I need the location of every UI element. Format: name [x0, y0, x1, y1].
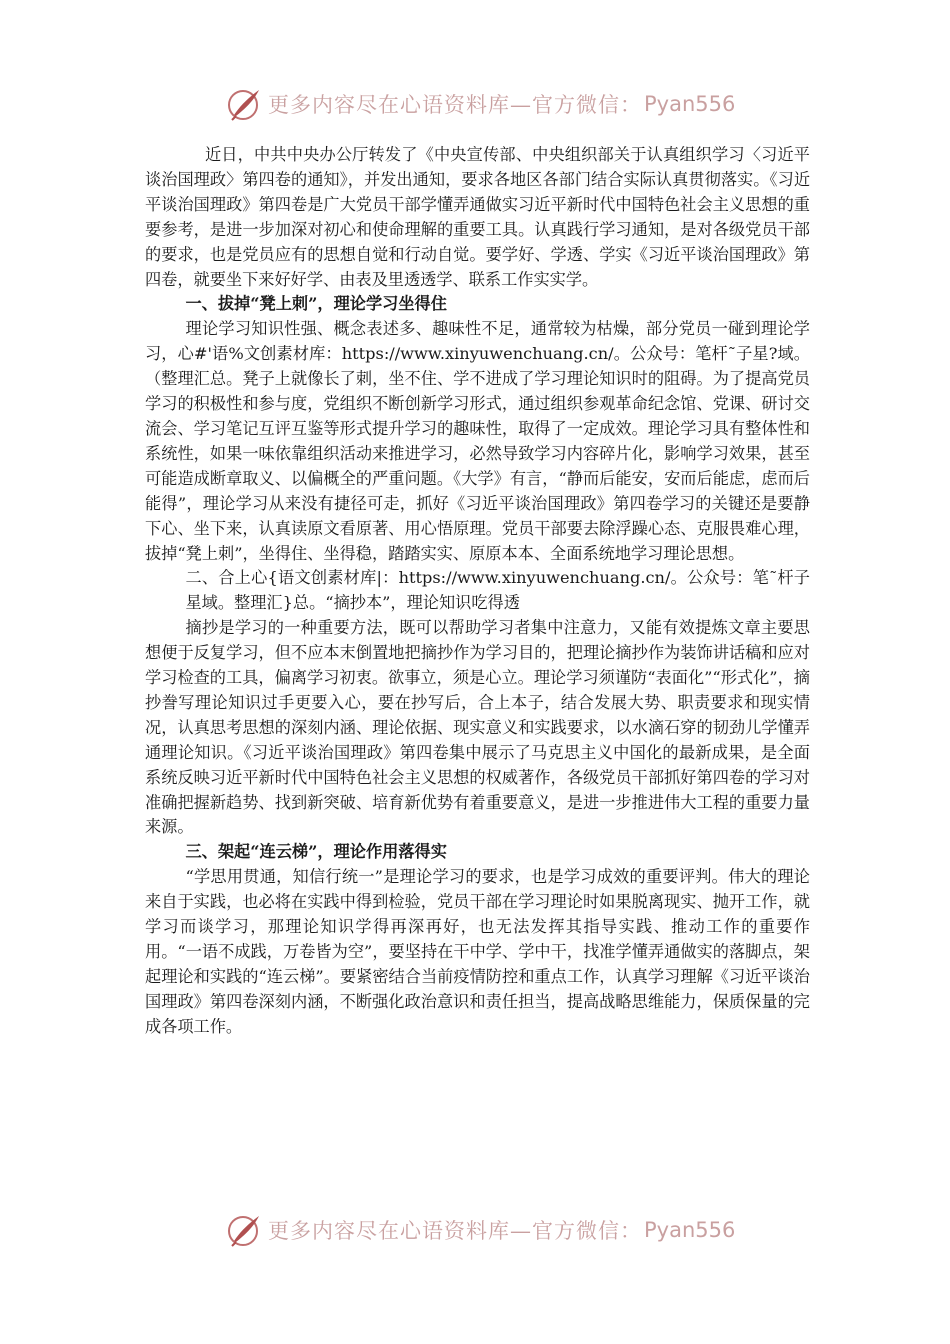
- document-body: [145, 143, 810, 1040]
- quill-logo-icon: [226, 1212, 262, 1248]
- header-watermark-banner: [0, 84, 950, 124]
- intro-paragraph: 近日，中共中央办公厅转发了《中央宣传部、中央组织部关于认真组织学习〈习近平谈治国理政〉第四卷的通知》，并发出通知，要求各地区各部门结合实际认真贯彻落实。《习近平谈治国理政》第四卷是广大党员干部学懂弄通做实习近平新时代中国特色社会主义思想的重要参考，是进一步加深对初心和使命理解的重要工具。认真践行学习通知，是对各级党员干部的要求，也是党员应有的思想自觉和行动自觉。要学好、学透、学实《习近平谈治国理政》第四卷，就要坐下来好好学、由表及里透透学、联系工作实实学。: [145, 145, 810, 289]
- watermark-text: 更多内容尽在心语资料库—官方微信：: [268, 1219, 642, 1243]
- watermark-text: 更多内容尽在心语资料库—官方微信：: [268, 93, 642, 117]
- section-heading-1: 一、拔掉“凳上刺”，理论学习坐得住: [185, 294, 447, 314]
- quill-logo-icon: [226, 86, 262, 122]
- header-watermark-inner: [226, 84, 735, 124]
- section-1-paragraph: 理论学习知识性强、概念表述多、趣味性不足，通常较为枯燥，部分党员一碰到理论学习，心#'语%文创素材库：https://www.xinyuwenchuang.cn/。公众号：笔杆˜子星?域。（整理汇总。凳子上就像长了刺，坐不住、学不进成了学习理论知识时的阻碍。为了提高党员学习的积极性和参与度，党组织不断创新学习形式，通过组织参观革命纪念馆、党课、研讨交流会、学习笔记互评互鉴等形式提升学习的趣味性，取得了一定成效。理论学习具有整体性和系统性，如果一味依靠组织活动来推进学习，必然导致学习内容碎片化，影响学习效果，甚至可能造成断章取义、以偏概全的严重问题。《大学》有言，“静而后能安，安而后能虑，虑而后能得”，理论学习从来没有捷径可走，抓好《习近平谈治国理政》第四卷学习的关键还是要静下心、坐下来，认真读原文看原著、用心悟原理。党员干部要去除浮躁心态、克服畏难心理，拔掉“凳上刺”，坐得住、坐得稳，踏踏实实、原原本本、全面系统地学习理论思想。: [145, 319, 810, 563]
- section-heading-2: 二、合上心{语文创素材库|：https://www.xinyuwenchuang.cn/。公众号：笔˜杆子星域。整理汇}总。“摘抄本”，理论知识吃得透: [185, 568, 810, 613]
- section-heading-3: 三、架起“连云梯”，理论作用落得实: [185, 842, 447, 862]
- section-3-paragraph: “学思用贯通，知信行统一”是理论学习的要求，也是学习成效的重要评判。伟大的理论来自于实践，也必将在实践中得到检验，党员干部在学习理论时如果脱离现实、抛开工作，就学习而谈学习，那理论知识学得再深再好，也无法发挥其指导实践、推动工作的重要作用。“一语不成践，万卷皆为空”，要坚持在干中学、学中干，找准学懂弄通做实的落脚点，架起理论和实践的“连云梯”。要紧密结合当前疫情防控和重点工作，认真学习理解《习近平谈治国理政》第四卷深刻内涵，不断强化政治意识和责任担当，提高战略思维能力，保质保量的完成各项工作。: [145, 867, 810, 1036]
- watermark-wechat-id: Pyan556: [644, 92, 736, 116]
- section-2-paragraph: 摘抄是学习的一种重要方法，既可以帮助学习者集中注意力，又能有效提炼文章主要思想便于反复学习，但不应本末倒置地把摘抄作为学习目的，把理论摘抄作为装饰讲话稿和应对学习检查的工具，偏离学习初衷。欲事立，须是心立。理论学习须谨防“表面化”“形式化”，摘抄誊写理论知识过手更要入心，要在抄写后，合上本子，结合发展大势、职责要求和现实情况，认真思考思想的深刻内涵、理论依据、现实意义和实践要求，以水滴石穿的韧劲儿学懂弄通理论知识。《习近平谈治国理政》第四卷集中展示了马克思主义中国化的最新成果，是全面系统反映习近平新时代中国特色社会主义思想的权威著作，各级党员干部抓好第四卷的学习对准确把握新趋势、找到新突破、培育新优势有着重要意义，是进一步推进伟大工程的重要力量来源。: [145, 618, 810, 837]
- watermark-wechat-id: Pyan556: [644, 1218, 736, 1242]
- footer-watermark-inner: [226, 1210, 735, 1250]
- footer-watermark-banner: [0, 1210, 950, 1250]
